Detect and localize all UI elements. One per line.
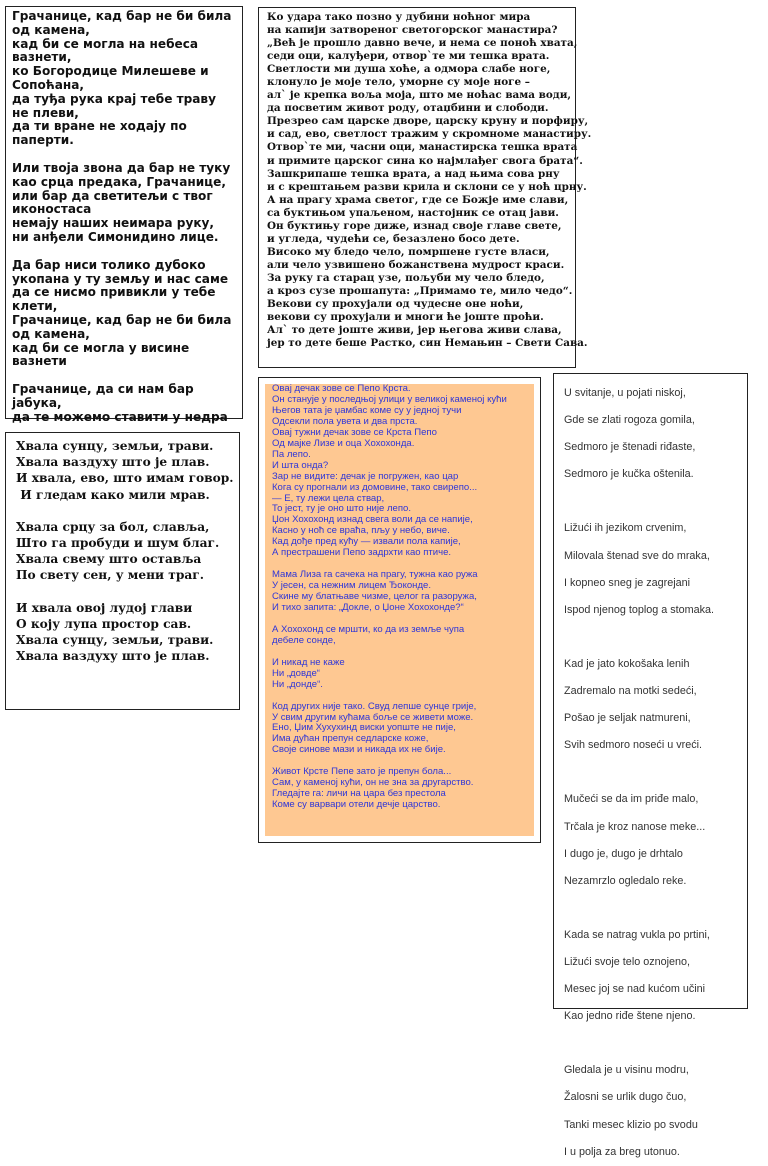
poem-line: Žalosni se urlik dugo čuo, [564, 1091, 687, 1104]
poem-line: Кад дође пред кућу — извали пола капије, [272, 536, 461, 548]
poem-line: Живот Крсте Пепе зато је препун бола... [272, 766, 452, 778]
poem-line: а кроз сузе прошапута: „Примамо те, мило чедо“. [267, 284, 573, 297]
stanza [12, 10, 236, 148]
poem-line: Ližući svoje telo oznojeno, [564, 955, 691, 968]
poem-line: Ispod njenog toplog a stomaka. [564, 603, 715, 616]
poem-line: По свету сен, у мени траг. [16, 568, 204, 583]
poem-line: Kad je jato kokošaka lenih [564, 657, 690, 670]
poem-line: ко Богородице Милешеве и Сопоћана, [12, 64, 209, 92]
poem-line: О коју лупа простор сав. [16, 616, 192, 631]
poem-line: да ти вране не ходају по паперти. [12, 119, 187, 148]
poem-line: Касно у ноћ се враћа, пљу у небо, виче. [272, 525, 450, 537]
poem-line: Кога су прогнали из домовине, тако свирепо... [272, 481, 478, 493]
poem-line: клонуло је моје тело, уморне су моје ноге – [267, 76, 530, 89]
poem-line: Овај дечак зове се Пепо Крста. [272, 383, 411, 394]
poem-line: Код других није тако. Свуд лепше сунце грије, [272, 700, 477, 712]
poem-line: седи оци, калуђери, отвор`те ми тешка врата. [267, 50, 550, 63]
poem-line: Сам, у каменој кући, он не зна за другарство. [272, 777, 474, 789]
poem-line: Хвала ваздуху што је плав. [16, 649, 210, 664]
poem-line: да туђа рука крај тебе траву не плеви, [12, 91, 216, 120]
stanza [564, 1057, 743, 1165]
stanza [564, 922, 743, 1030]
poem-line: Ал` то дете јоште живи, јер његова живи слава, [267, 324, 562, 337]
poem-line: и сад, ево, светлост тражим у скромноме манастиру. [267, 128, 592, 141]
poem-line: Високо му бледо чело, помршене густе власи, [267, 245, 550, 258]
poem-panel-pepo-krsta [258, 377, 541, 843]
poem-line: Хвала ваздуху што је плав. [16, 455, 210, 470]
poem-line: Nezamrzlo ogledalo reke. [564, 874, 687, 887]
poem-line: Грачанице, кад бар не би била од камена, [12, 312, 232, 341]
poem-line: I u polja za breg utonuo. [564, 1145, 680, 1158]
stanza [272, 384, 530, 559]
stanza [272, 702, 530, 757]
stanza [272, 767, 530, 811]
poem-line: ни анђели Симонидино лице. [12, 229, 219, 244]
poem-line: I dugo je, dugo je drhtalo [564, 847, 683, 860]
poem-line: Ено, Џим Хухухинд виски уопште не пије, [272, 722, 456, 734]
poem-line: Гледајте га: личи на цара без престола [272, 788, 446, 800]
poem-line: Коме су варвари отели дечје царство. [272, 799, 441, 811]
poem-line: Грачанице, да си нам бар јабука, [12, 382, 194, 410]
poem-line: Sedmoro je kučka oštenila. [564, 468, 694, 481]
poem-line: Pošao je seljak natmureni, [564, 712, 691, 725]
poem-line: или бар да светитељи с твог иконостаса [12, 188, 213, 217]
stanza [564, 380, 743, 488]
poem-line: Хвала сунцу, земљи, трави. [16, 633, 214, 648]
poem-line: кад би се могла на небеса вазнети, [12, 36, 199, 65]
poem-line: Презрео сам царске дворе, царску круну и порфиру, [267, 115, 589, 128]
poem-line: Па лепо. [272, 448, 311, 460]
poem-line: Он станује у последњој улици у великој каменој кући [272, 393, 507, 405]
poem-panel-pesma-o-kuci [553, 373, 748, 1158]
poem-line: са буктињом упаљеном, настојник се отац јави. [267, 206, 559, 219]
poem-line: дебеле сонде, [272, 634, 336, 646]
poem-line: Џон Хохохонд изнад свега воли да се напије, [272, 514, 473, 526]
poem-line: и угледа, чудећи се, безазлено босо дете. [267, 232, 520, 245]
poem-line: И гледам како мили мрав. [16, 487, 210, 502]
poem-line: Mučeći se da im priđe malo, [564, 793, 699, 806]
poem-line: Хвала сунцу, земљи, трави. [16, 439, 214, 453]
stanza [272, 570, 530, 614]
poem-line: на капији затвореног светогорског манастира? [267, 24, 558, 37]
poem-line: Грачанице, кад бар не би била од камена, [12, 9, 232, 37]
poem-line: Ни „донде“. [272, 678, 323, 690]
poem-line: Ližući ih jezikom crvenim, [564, 522, 687, 535]
poem-line: Mesec joj se nad kućom učini [564, 983, 706, 996]
poem-line: Или твоја звона да бар не туку као срца предака, Грачанице, [12, 160, 231, 189]
stanza [564, 651, 743, 759]
stanza [564, 786, 743, 894]
stanza [272, 658, 530, 691]
poem-line: Зар не видите: дечак је погружен, као цар [272, 470, 459, 482]
poem-line: Мама Лиза га сачека на прагу, тужна као ружа [272, 569, 478, 581]
poem-line: Хвала срцу за бол, славља, [16, 519, 210, 534]
poem-line: Његов тата је џамбас коме су у једној тучи [272, 404, 462, 416]
poem-line: И хвала овој лудој глави [16, 600, 193, 615]
poem-line: Zadremalo na motki sedeći, [564, 685, 697, 698]
poem-line: ал` је крепка воља моја, што ме ноћас вама води, [267, 89, 572, 102]
stanza [12, 259, 236, 369]
poem-line: Од мајке Лизе и оца Хохохонда. [272, 437, 415, 449]
poem-line: да посветим живот роду, отаџбини и слободи. [267, 102, 549, 115]
poem-line: И хвала, ево, што имам говор. [16, 471, 234, 486]
poem-line: — Е, ту лежи цела ствар, [272, 492, 385, 504]
poem-line: Kada se natrag vukla po prtini, [564, 928, 710, 941]
poem-panel-sveti-sava [258, 7, 592, 368]
poem-line: И тихо запита: „Докле, о Џоне Хохохонде?“ [272, 602, 464, 614]
poem-line: да те можемо ставити у недра [12, 409, 228, 424]
poem-line: Што га пробуди и шум благ. [16, 536, 220, 551]
poem-line: Светлости ми душа хоће, а одмора слабе ноге, [267, 63, 551, 76]
poem-line: Отвор`те ми, часни оци, манастирска тешка врата [267, 141, 578, 154]
poem-line: Хвала свему што оставља [16, 552, 202, 567]
poem-line: Trčala je kroz nanose meke... [564, 820, 706, 833]
poem-background-highlight [265, 384, 534, 836]
poem-line: Kao jedno riđe štene njeno. [564, 1010, 696, 1023]
poem-line: I kopneo sneg je zagrejani [564, 576, 691, 589]
poem-line: И никад не каже [272, 656, 345, 668]
poem-line: Своје синове мази и никада их не бије. [272, 744, 446, 756]
poem-line: За руку га старац узе, пољуби му чело бледо, [267, 271, 545, 284]
poem-line: јер то дете беше Растко, син Немањин – Свети Сава. [267, 337, 588, 350]
poem-line: Он буктињу горе диже, изнад своје главе свете, [267, 219, 562, 232]
poem-line: То јест, ту је оно што није лепо. [272, 503, 411, 515]
poem-line: Tanki mesec klizio po svodu [564, 1118, 698, 1131]
poem-line: кад би се могла у висине вазнети [12, 340, 190, 369]
poem-line: векови су прохујали и многи ће јоште проћи. [267, 311, 544, 324]
poem-line: Има дућан препун седларске коже, [272, 733, 429, 745]
poem-line: У јесен, са нежним лицем Ђоконде. [272, 580, 431, 592]
poem-line: У свим другим кућама боље се живети може. [272, 711, 474, 723]
poem-line: А Хохохонд се мршти, ко да из земље чупа [272, 623, 465, 635]
stanza [12, 162, 236, 245]
poem-line: U svitanje, u pojati niskoj, [564, 387, 686, 399]
stanza [16, 600, 233, 665]
poem-line: А престрашени Пепо задрхти као птиче. [272, 547, 452, 559]
poem-line: и с крештањем разви крила и склони се у ноћ црну. [267, 180, 587, 193]
poem-panel-gracanica [5, 6, 243, 424]
poem-line: да се нисмо привикли у тебе клети, [12, 285, 216, 314]
poem-line: Svih sedmoro noseći u vreći. [564, 739, 703, 752]
poem-line: Векови су прохујали од чудесне оне ноћи, [267, 298, 524, 311]
poem-panel-hvala [5, 432, 240, 710]
poem-line: И шта онда? [272, 459, 329, 471]
stanza [272, 625, 530, 647]
poem-line: Скине му блатњаве чизме, целог га разоружа, [272, 591, 477, 603]
stanza [12, 383, 236, 424]
poem-line: „Већ је прошло давно вече, и нема се поноћ хвата, [267, 37, 578, 50]
stanza [564, 515, 743, 623]
poem-line: немају наших неимара руку, [12, 216, 215, 231]
poem-line: Milovala štenad sve do mraka, [564, 549, 710, 562]
poem-line: Sedmoro je štenadi riđaste, [564, 441, 696, 454]
poem-line: Овај тужни дечак зове се Крста Пепо [272, 426, 437, 438]
poem-line: Ни „довде“ [272, 667, 320, 679]
poem-line: и примите царског сина ко најмлађег свога брата“. [267, 154, 583, 167]
poem-line: Одсекли пола увета и два прста. [272, 415, 418, 427]
stanza [16, 438, 233, 503]
poem-line: али чело узвишено божанствена мудрост краси. [267, 258, 565, 271]
poem-line: Gde se zlati rogoza gomila, [564, 414, 695, 427]
poem-line: Gledala je u visinu modru, [564, 1064, 689, 1077]
poem-line: Зашкрипаше тешка врата, а над њима сова рну [267, 167, 560, 180]
poem-line: А на прагу храма светог, где се Божје име слави, [267, 193, 569, 206]
poem-line: Да бар ниси толико дубоко укопана у ту земљу и нас саме [12, 257, 229, 286]
poem-line: Ко удара тако позно у дубини ноћног мира [267, 11, 531, 23]
stanza [16, 519, 233, 584]
